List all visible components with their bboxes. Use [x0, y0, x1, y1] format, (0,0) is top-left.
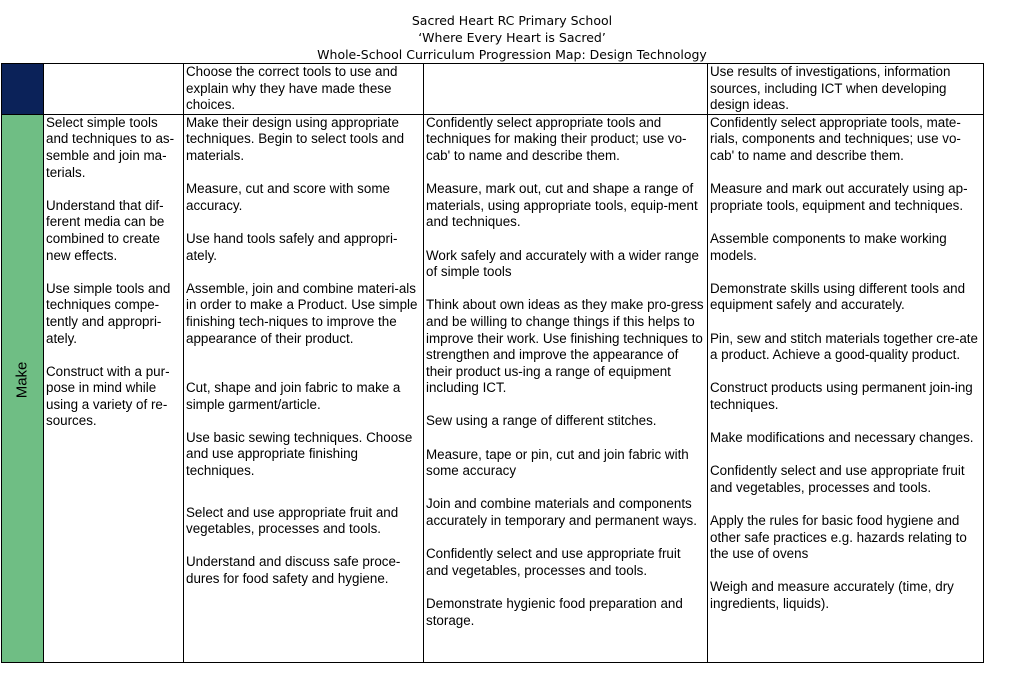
- list-item: Demonstrate hygienic food preparation and storage.: [426, 596, 683, 628]
- list-item: Confidently select appropriate tools and techniques for making their product; use vo-cab' to name and describe them.: [426, 114, 687, 163]
- document-header: [0, 12, 1024, 63]
- make-cell-col1: [44, 114, 184, 662]
- list-item: Join and combine materials and components accurately in temporary and permanent ways.: [426, 496, 697, 529]
- list-item: Understand that dif-ferent media can be combined to create new effects.: [46, 197, 165, 263]
- list-item: Apply the rules for basic food hygiene and other safe practices e.g. hazards relating to the use of ovens: [710, 513, 967, 562]
- list-item: Confidently select and use appropriate fruit and vegetables, processes and tools.: [710, 463, 965, 495]
- list-item: Make modifications and necessary changes.: [710, 430, 974, 446]
- list-item: Confidently select and use appropriate fruit and vegetables, processes and tools.: [426, 546, 681, 578]
- list-item: Use hand tools safely and appropri-ately.: [186, 230, 398, 263]
- list-item: Select and use appropriate fruit and vegetables, processes and tools.: [186, 504, 399, 537]
- intro-cell-col4: Use results of investigations, information sources, including ICT when developing design ideas.: [708, 64, 984, 115]
- list-item: Confidently select appropriate tools, mate-rials, components and techniques; use vo-cab' to name and describe them.: [710, 114, 961, 163]
- list-item: Use simple tools and techniques compe-tently and appropri-ately.: [46, 280, 171, 346]
- make-cell-col3: [424, 114, 708, 662]
- table-row-intro: [2, 64, 984, 115]
- document-title: Whole-School Curriculum Progression Map: Design Technology: [317, 47, 707, 62]
- make-cell-col4: [708, 114, 984, 662]
- progression-table: [1, 63, 984, 663]
- list-item: Measure and mark out accurately using ap-propriate tools, equipment and techniques.: [710, 181, 968, 213]
- list-item: Measure, cut and score with some accuracy.: [186, 181, 390, 213]
- school-name: Sacred Heart RC Primary School: [411, 13, 613, 28]
- row-header-block: [2, 64, 44, 115]
- list-item: Sew using a range of different stitches.: [426, 413, 657, 429]
- list-item: Use basic sewing techniques. Choose and use appropriate finishing techniques.: [186, 429, 413, 479]
- list-item: Demonstrate skills using different tools and equipment safely and accurately.: [710, 280, 966, 313]
- make-row-label: Make: [13, 361, 31, 399]
- intro-cell-col3: [424, 64, 708, 115]
- list-item: Measure, mark out, cut and shape a range of materials, using appropriate tools, equip-ment and techniques.: [426, 181, 698, 230]
- make-cell-col2: [184, 114, 424, 662]
- list-item: Assemble, join and combine materi-als in order to make a Product. Use simple finishing tech-niques to improve the appearance of their product.: [186, 280, 418, 346]
- list-item: Select simple tools and techniques to as-semble and join ma-terials.: [46, 114, 175, 180]
- list-item: Cut, shape and join fabric to make a simple garment/article.: [186, 380, 401, 412]
- intro-cell-col1: [44, 64, 184, 115]
- list-item: Think about own ideas as they make pro-gress and be willing to change things if this helps to improve their work. Use finishing techniques to strengthen and improve the appearance of their product us-ing a range of equipment including ICT.: [426, 297, 704, 396]
- list-item: Construct products using permanent join-ing techniques.: [710, 380, 973, 412]
- intro-cell-col2: Choose the correct tools to use and explain why they have made these choices.: [184, 64, 424, 115]
- table-row-make: [2, 114, 984, 662]
- list-item: Pin, sew and stitch materials together cre-ate a product. Achieve a good-quality product.: [710, 330, 978, 363]
- list-item: Measure, tape or pin, cut and join fabric with some accuracy: [426, 446, 689, 479]
- list-item: Make their design using appropriate techniques. Begin to select tools and materials.: [186, 114, 405, 163]
- list-item: Construct with a pur-pose in mind while using a variety of re-sources.: [46, 363, 170, 429]
- list-item: Work safely and accurately with a wider range of simple tools: [426, 247, 699, 280]
- list-item: Understand and discuss safe proce-dures for food safety and hygiene.: [186, 554, 401, 587]
- school-motto: ‘Where Every Heart is Sacred’: [418, 30, 606, 45]
- list-item: Weigh and measure accurately (time, dry ingredients, liquids).: [710, 579, 954, 611]
- list-item: Assemble components to make working models.: [710, 230, 947, 263]
- make-row-label-cell: [2, 114, 44, 662]
